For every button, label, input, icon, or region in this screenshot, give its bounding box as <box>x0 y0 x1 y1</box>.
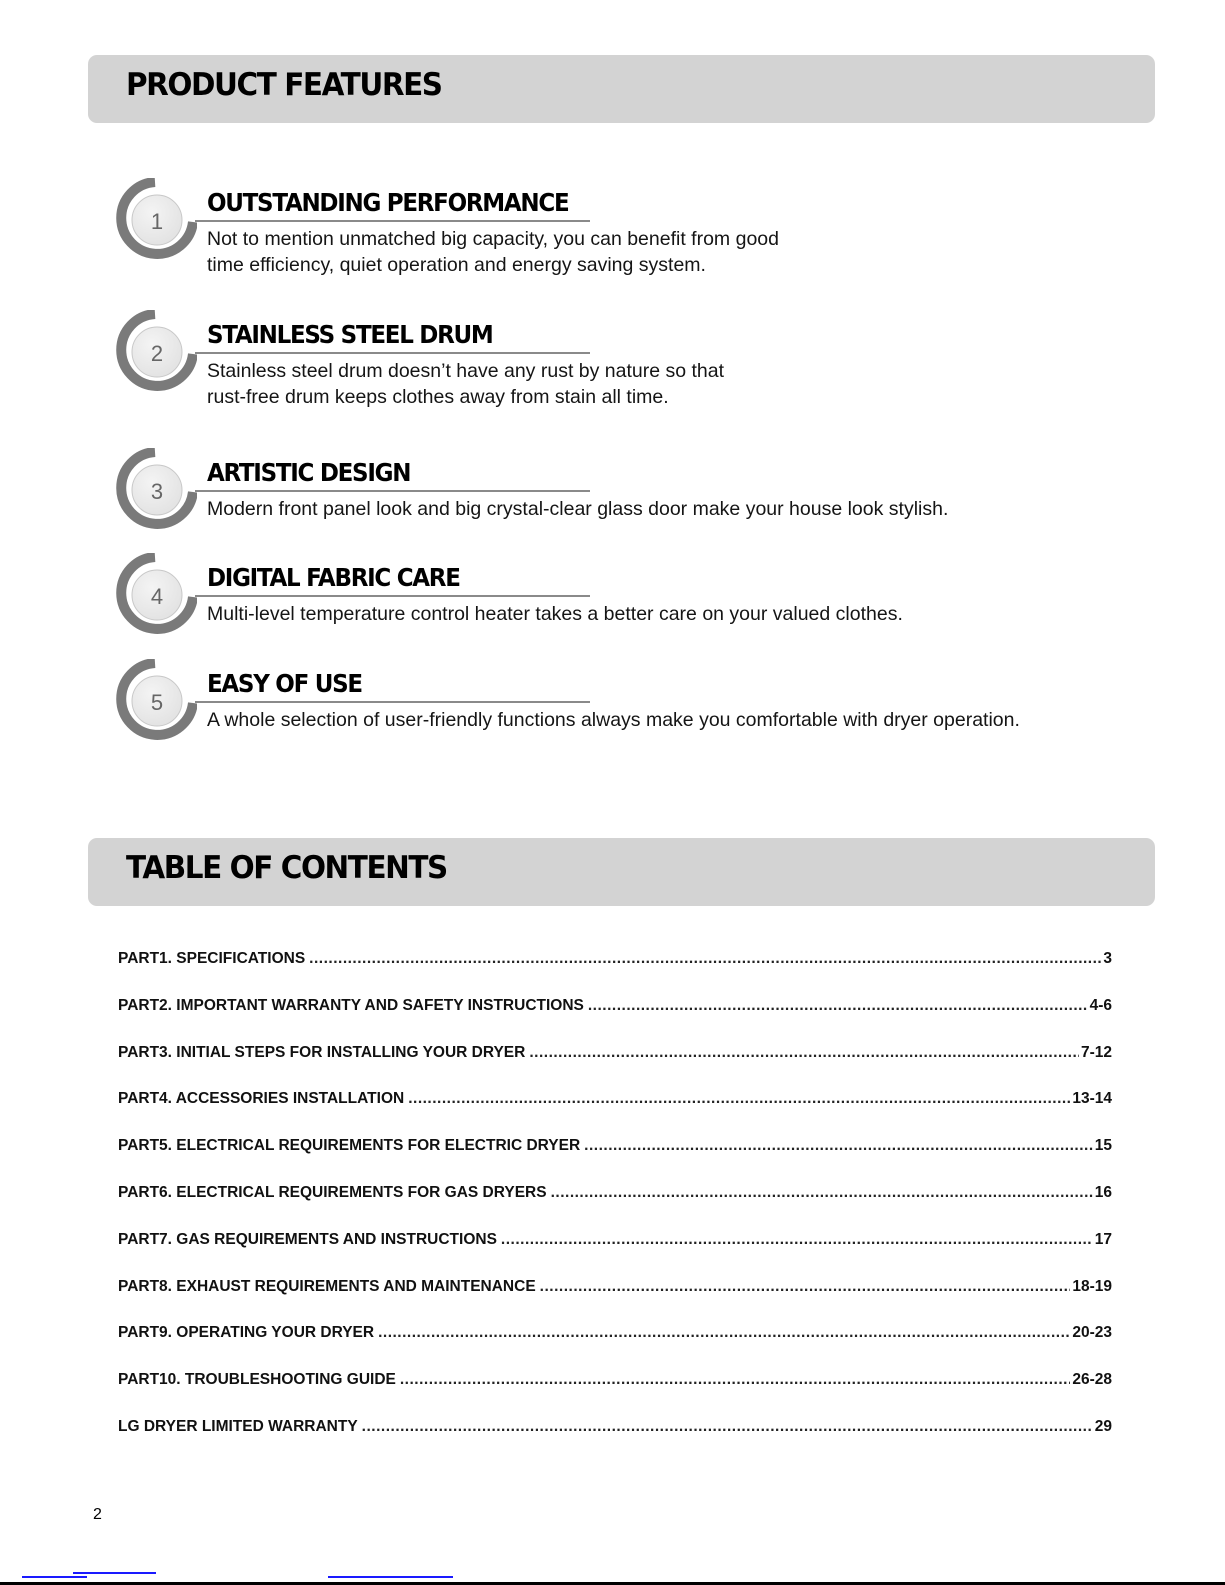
product-features-banner <box>88 55 1155 123</box>
feature-title: OUTSTANDING PERFORMANCE <box>207 188 569 217</box>
toc-entry-title: PART7. GAS REQUIREMENTS AND INSTRUCTIONS <box>118 1230 497 1248</box>
feature-description <box>207 226 779 278</box>
toc-entry-title: PART5. ELECTRICAL REQUIREMENTS FOR ELECTRIC DRYER <box>118 1137 581 1155</box>
number-badge-icon <box>115 310 197 392</box>
toc-entry-page: 4-6 <box>1089 996 1112 1014</box>
table-of-contents-banner <box>88 838 1155 906</box>
toc-entry-page: 20-23 <box>1072 1324 1112 1342</box>
hyperlink-underline[interactable] <box>328 1576 453 1578</box>
toc-entry[interactable] <box>118 1044 1112 1091</box>
feature-divider <box>195 701 590 703</box>
toc-entry-title: PART2. IMPORTANT WARRANTY AND SAFETY INSTRUCTIONS <box>118 996 584 1014</box>
feature-description-line: Modern front panel look and big crystal-clear glass door make your house look stylish. <box>207 498 949 520</box>
toc-leader-dots <box>551 1184 1093 1202</box>
toc-entry[interactable] <box>118 1137 1112 1184</box>
feature-item <box>115 310 1125 408</box>
badge-number: 5 <box>150 690 164 715</box>
toc-leader-dots <box>588 997 1088 1015</box>
feature-description-line: Not to mention unmatched big capacity, you can benefit from good <box>207 228 779 250</box>
toc-entry[interactable] <box>118 1090 1112 1137</box>
toc-entry-page: 26-28 <box>1072 1371 1112 1389</box>
toc-leader-dots <box>529 1044 1079 1062</box>
table-of-contents <box>118 950 1112 1465</box>
toc-entry[interactable] <box>118 1371 1112 1418</box>
toc-entry-page: 3 <box>1103 950 1112 967</box>
product-features-heading: PRODUCT FEATURES <box>126 67 442 103</box>
toc-entry-title: PART8. EXHAUST REQUIREMENTS AND MAINTENANCE <box>118 1277 536 1295</box>
toc-leader-dots <box>501 1231 1093 1249</box>
number-badge-icon <box>115 553 197 635</box>
number-badge-icon <box>115 448 197 530</box>
feature-description-line: Stainless steel drum doesn’t have any rust by nature so that <box>207 360 725 382</box>
feature-description <box>207 707 1020 733</box>
toc-entry-title: LG DRYER LIMITED WARRANTY <box>118 1417 358 1435</box>
toc-entry[interactable] <box>118 1184 1112 1231</box>
toc-entry-title: PART3. INITIAL STEPS FOR INSTALLING YOUR DRYER <box>118 1043 526 1061</box>
toc-entry-page: 7-12 <box>1080 1043 1112 1061</box>
toc-entry-page: 29 <box>1094 1417 1112 1435</box>
badge-number: 1 <box>150 209 164 234</box>
toc-entry-page: 13-14 <box>1072 1090 1112 1108</box>
toc-entry-title: PART1. SPECIFICATIONS <box>118 950 306 967</box>
toc-entry-page: 16 <box>1094 1183 1112 1201</box>
toc-leader-dots <box>362 1418 1093 1436</box>
toc-leader-dots <box>408 1090 1070 1108</box>
toc-leader-dots <box>378 1324 1070 1342</box>
feature-description-line: Multi-level temperature control heater takes a better care on your valued clothes. <box>207 603 903 625</box>
feature-divider <box>195 352 590 354</box>
feature-title: ARTISTIC DESIGN <box>207 458 411 487</box>
feature-item <box>115 448 1125 538</box>
toc-entry[interactable] <box>118 1278 1112 1325</box>
toc-leader-dots <box>309 950 1101 968</box>
toc-entry-title: PART10. TROUBLESHOOTING GUIDE <box>118 1371 396 1389</box>
toc-entry[interactable] <box>118 997 1112 1044</box>
hyperlink-underline[interactable] <box>22 1576 87 1578</box>
toc-entry[interactable] <box>118 1231 1112 1278</box>
table-of-contents-heading: TABLE OF CONTENTS <box>126 850 447 886</box>
feature-divider <box>195 490 590 492</box>
toc-entry-title: PART4. ACCESSORIES INSTALLATION <box>118 1090 405 1108</box>
feature-title: STAINLESS STEEL DRUM <box>207 320 493 349</box>
feature-item <box>115 659 1125 749</box>
toc-leader-dots <box>584 1137 1093 1155</box>
toc-entry[interactable] <box>118 950 1112 997</box>
toc-entry[interactable] <box>118 1324 1112 1371</box>
feature-description-line: time efficiency, quiet operation and energy saving system. <box>207 254 706 276</box>
feature-divider <box>195 220 590 222</box>
toc-entry-title: PART6. ELECTRICAL REQUIREMENTS FOR GAS DRYERS <box>118 1183 547 1201</box>
page-number: 2 <box>93 1506 102 1523</box>
badge-number: 4 <box>150 584 164 609</box>
badge-number: 3 <box>150 479 164 504</box>
toc-entry-title: PART9. OPERATING YOUR DRYER <box>118 1324 375 1342</box>
feature-item <box>115 553 1125 643</box>
toc-entry-page: 18-19 <box>1072 1277 1112 1295</box>
hyperlink-underline[interactable] <box>73 1572 156 1574</box>
feature-title: DIGITAL FABRIC CARE <box>207 563 460 592</box>
number-badge-icon <box>115 178 197 260</box>
feature-description-line: rust-free drum keeps clothes away from stain all time. <box>207 386 669 408</box>
feature-description-line: A whole selection of user-friendly functions always make you comfortable with dryer operation. <box>207 709 1020 731</box>
number-badge-icon <box>115 659 197 741</box>
toc-entry-page: 17 <box>1094 1230 1112 1248</box>
feature-description <box>207 601 903 627</box>
feature-description <box>207 358 724 410</box>
feature-title: EASY OF USE <box>207 669 362 698</box>
toc-entry[interactable] <box>118 1418 1112 1465</box>
badge-number: 2 <box>150 341 164 366</box>
toc-entry-page: 15 <box>1094 1137 1112 1155</box>
toc-leader-dots <box>400 1371 1070 1389</box>
feature-description <box>207 496 948 522</box>
feature-divider <box>195 595 590 597</box>
toc-leader-dots <box>540 1278 1071 1296</box>
feature-item <box>115 178 1125 276</box>
